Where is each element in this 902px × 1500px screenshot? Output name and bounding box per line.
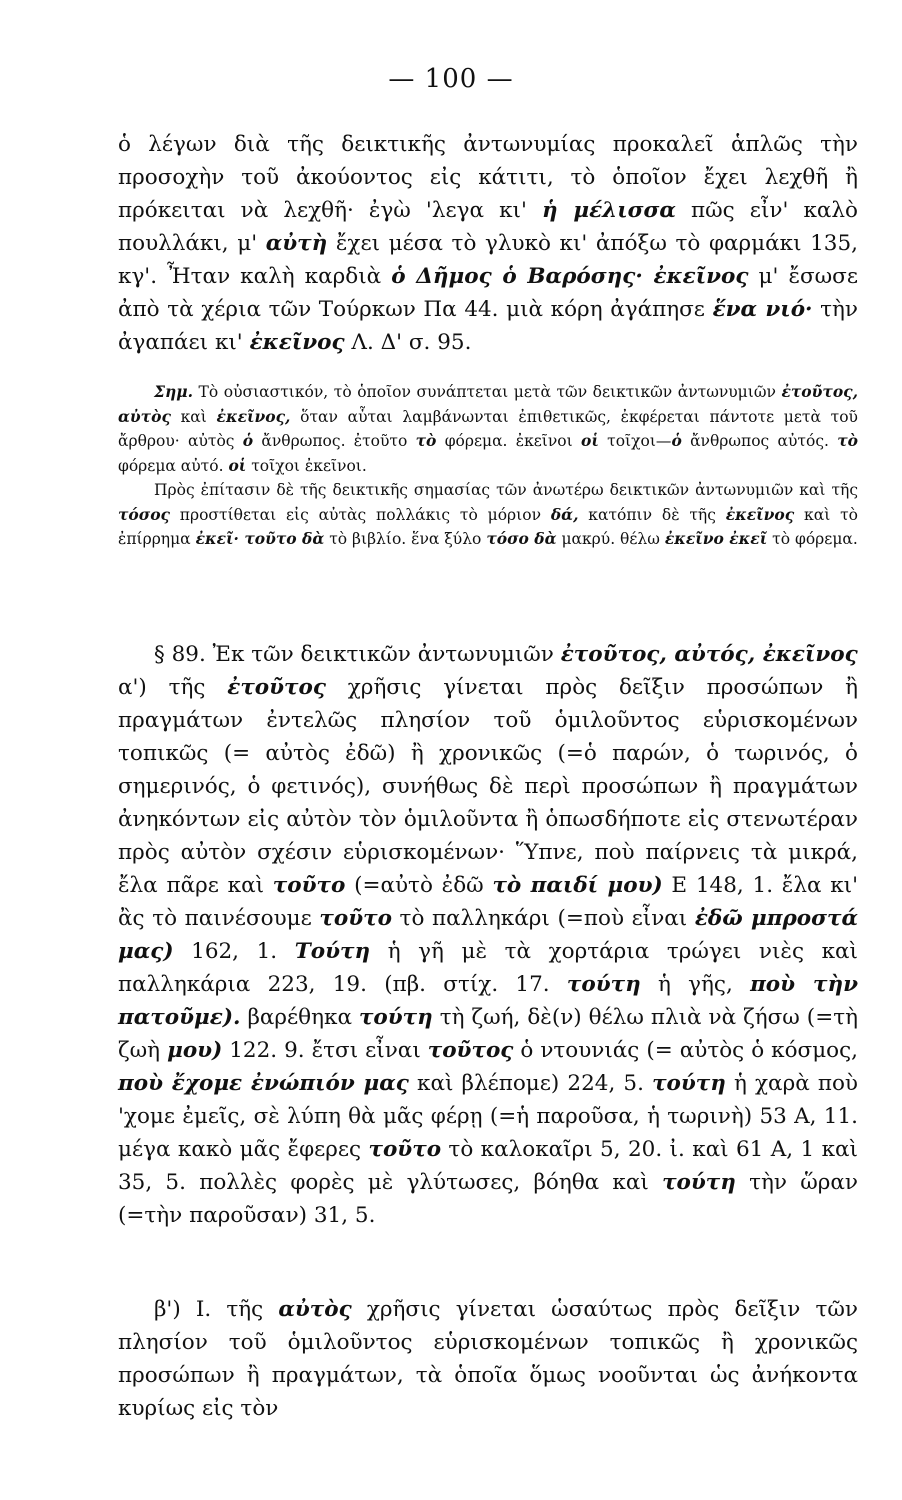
main-paragraph <box>118 128 858 359</box>
text-run: Τὸ οὐσιαστικόν, τὸ ὁποῖον συνάπτεται μετὰ τῶν δεικτικῶν ἀντωνυμιῶν <box>192 383 782 401</box>
text-run: προστίθεται εἰς αὐτὰς πολλάκις τὸ μόριον <box>169 505 551 524</box>
emphasis-text: οἱ <box>228 455 247 475</box>
emphasis-text: τὸ <box>837 431 858 450</box>
note-paragraph-1 <box>118 380 858 478</box>
text-run: 162, 1. <box>173 939 295 964</box>
emphasis-text: τοῦτος <box>427 1038 514 1063</box>
emphasis-text: ὁ <box>242 431 254 450</box>
page-number: — 100 — <box>388 64 514 94</box>
text-run: φόρεμα. ἐκεῖνοι <box>436 432 582 450</box>
text-run: ἄνθρωπος αὐτός. <box>681 432 838 450</box>
emphasis-text: τούτη <box>358 1005 433 1030</box>
emphasis-text: ἐκεῖ· τοῦτο δὰ <box>195 529 325 548</box>
text-run: πῶς εἶν' καλὸ πουλλάκι, μ' <box>118 198 858 256</box>
paragraph-1 <box>118 128 858 359</box>
text-run: Ε 148, 1. ἔλα κι' ἂς τὸ παινέσουμε <box>118 873 859 931</box>
text-run: β') Ι. τῆς <box>154 1297 279 1322</box>
text-run: ἡ γῆ μὲ τὰ χορτάρια τρώγει νιὲς καὶ παλληκάρια 223, 19. (πβ. στίχ. 17. <box>118 939 858 997</box>
text-run: (=αὐτὸ ἐδῶ <box>345 873 493 898</box>
emphasis-text: ἐτοῦτος, αὐτὸς <box>118 382 858 426</box>
text-run: ἡ χαρὰ ποὺ 'χομε ἐμεῖς, σὲ λύπη θὰ μᾶς φέρῃ (=ἡ παροῦσα, ἡ τωρινὴ) 53 Α, 11. μέγα κακὸ μᾶς ἔφερες <box>118 1071 858 1162</box>
emphasis-text: ἐκεῖνος <box>725 504 795 524</box>
emphasis-text: Τούτη <box>294 939 371 964</box>
text-run: τὸ καλοκαῖρι 5, 20. ἰ. καὶ 61 Α, 1 καὶ 35, 5. πολλὲς φορὲς μὲ γλύτωσες, βόηθα καὶ <box>118 1137 858 1195</box>
text-run: ὁ λέγων διὰ τῆς δεικτικῆς ἀντωνυμίας προκαλεῖ ἁπλῶς τὴν προσοχὴν τοῦ ἀκούοντος εἰς κάτιτι, τὸ ὁποῖον ἔχει λεχθῆ ἢ πρόκειται νὰ λεχθῆ· ἐγὼ 'λεγα κι' <box>118 132 858 223</box>
text-run: ἄνθρωπος. ἐτοῦτο <box>253 432 416 450</box>
emphasis-text: τούτη <box>566 972 641 997</box>
emphasis-text: τὸ <box>415 431 437 450</box>
note-label: Σημ. <box>154 382 193 401</box>
emphasis-text: αὐτὴ <box>265 231 328 256</box>
text-run: ὅταν αὗται λαμβάνωνται ἐπιθετικῶς, ἐκφέρεται πάντοτε μετὰ τοῦ ἄρθρου· αὐτὸς <box>118 407 858 450</box>
emphasis-text: τὸ παιδί μου) <box>492 873 663 898</box>
emphasis-text: ἐκεῖνος <box>249 330 345 355</box>
text-run: χρῆσις γίνεται ὡσαύτως πρὸς δεῖξιν τῶν πλησίον τοῦ ὁμιλοῦντος εὑρισκομένων τοπικῶς ἢ χρονικῶς προσώπων ἢ πραγμάτων, τὰ ὁποῖα ὅμως νοοῦνται ὡς ἀνήκοντα κυρίως εἰς τὸν <box>118 1297 859 1421</box>
emphasis-text: ἐκεῖνος, <box>216 406 291 426</box>
text-run: τοῖχοι ἐκεῖνοι. <box>246 456 367 475</box>
text-run: φόρεμα αὐτό. <box>118 456 229 475</box>
text-run: 122. 9. ἔτσι εἶναι <box>222 1038 428 1063</box>
emphasis-text: ἕνα νιό· <box>712 297 813 322</box>
emphasis-text: ἐτοῦτος, αὐτός, ἐκεῖνος <box>560 642 858 667</box>
text-run: μακρύ. θέλω <box>556 530 665 548</box>
emphasis-text: τούτη <box>652 1071 726 1096</box>
text-run: Πρὸς ἐπίτασιν δὲ τῆς δεικτικῆς σημασίας τῶν ἀνωτέρω δεικτικῶν ἀντωνυμιῶν καὶ τῆς <box>154 481 858 499</box>
emphasis-text: τοῦτο <box>319 906 392 931</box>
section-89 <box>118 638 858 1232</box>
emphasis-text: μου) <box>167 1038 223 1063</box>
emphasis-text: ποὺ ἔχομε ἐνώπιόν μας <box>118 1071 409 1096</box>
text-run: κατόπιν δὲ τῆς <box>578 505 726 524</box>
emphasis-text: ποὺ τὴν πατοῦμε). <box>118 972 859 1030</box>
text-run: βαρέθηκα <box>240 1005 359 1030</box>
text-run: ἡ γῆς, <box>640 972 751 997</box>
emphasis-text: ἡ μέλισσα <box>541 198 676 223</box>
emphasis-text: τοῦτο <box>272 873 346 898</box>
emphasis-text: ἐκεῖνο ἐκεῖ <box>664 529 768 548</box>
text-run: τὴν ἀγαπάει κι' <box>118 297 859 355</box>
text-run: α') τῆς <box>118 675 228 700</box>
text-run: καὶ <box>170 407 217 426</box>
text-run: χρῆσις γίνεται πρὸς δεῖξιν προσώπων ἢ πραγμάτων ἐντελῶς πλησίον τοῦ ὁμιλοῦντος εὑρισκομένων τοπικῶς (= αὐτὸς ἐδῶ) ἢ χρονικῶς (=ὁ παρών, ὁ τωρινός, ὁ σημερινός, ὁ φετινός), συνήθως δὲ περὶ προσώπων ἢ πραγμάτων ἀνηκόντων εἰς αὐτὸν τὸν ὁμιλοῦντα ἢ ὁπωσδήποτε εἰς στενωτέραν πρὸς αὐτὸν σχέσιν εὑρισκομένων· Ὕπνε, ποὺ παίρνεις τὰ μικρά, ἔλα πᾶρε καὶ <box>118 675 858 898</box>
text-run: μ' ἔσωσε ἀπὸ τὰ χέρια τῶν Τούρκων Πα 44. μιὰ κόρη ἀγάπησε <box>118 264 858 322</box>
text-run: τὸ παλληκάρι (=ποὺ εἶναι <box>391 906 695 931</box>
section-paragraph-a <box>118 671 858 1232</box>
emphasis-text: αὐτὸς <box>278 1297 352 1322</box>
text-run: καὶ βλέπομε) 224, 5. <box>408 1071 653 1096</box>
emphasis-text: ἐτοῦτος <box>227 675 326 700</box>
text-run: καὶ τὸ ἐπίρρημα <box>118 505 858 548</box>
section-heading <box>118 638 858 671</box>
text-run: τοῖχοι— <box>598 432 672 450</box>
text-run: § 89. Ἐκ τῶν δεικτικῶν ἀντωνυμιῶν <box>154 642 561 667</box>
note-paragraph-2 <box>118 478 858 552</box>
emphasis-text: δά, <box>550 504 579 524</box>
text-run: τὴ ζωή, δὲ(ν) θέλω πλιὰ νὰ ζήσω (=τὴ ζωὴ <box>118 1005 858 1063</box>
text-run: ὁ ντουνιάς (= αὐτὸς ὁ κόσμος, <box>513 1038 859 1063</box>
emphasis-text: ὁ Δῆμος ὁ Βαρόσης· ἐκεῖνος <box>391 264 749 289</box>
emphasis-text: οἱ <box>581 431 599 450</box>
section-89-part-b <box>118 1293 858 1425</box>
section-paragraph-b <box>118 1293 858 1425</box>
note-block <box>118 380 858 552</box>
text-run: τὸ βιβλίο. ἕνα ξύλο <box>324 530 487 548</box>
text-run: Λ. Δ' σ. 95. <box>344 330 472 355</box>
emphasis-text: τούτη <box>662 1170 736 1195</box>
text-run: ἔχει μέσα τὸ γλυκὸ κι' ἀπόξω τὸ φαρμάκι 135, κγ'. Ἦταν καλὴ καρδιὰ <box>118 231 858 289</box>
emphasis-text: τόσος <box>118 504 170 524</box>
text-run: τὴν ὥραν (=τὴν παροῦσαν) 31, 5. <box>118 1170 859 1228</box>
emphasis-text: τόσο δὰ <box>486 529 557 548</box>
emphasis-text: τοῦτο <box>368 1137 442 1162</box>
emphasis-text: ἐδῶ μπροστά μας) <box>118 906 858 964</box>
text-run: τὸ φόρεμα. <box>767 530 858 548</box>
emphasis-text: ὁ <box>671 431 682 450</box>
